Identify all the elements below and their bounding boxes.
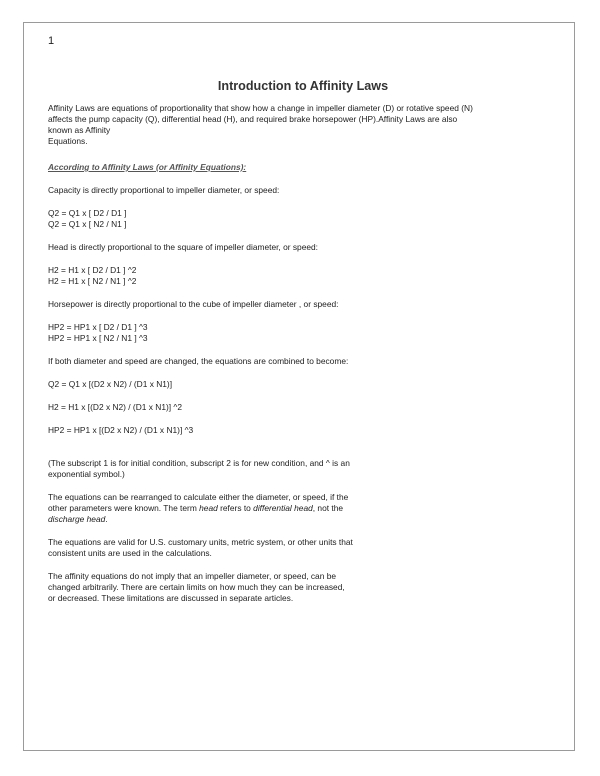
- capacity-equations: [48, 208, 558, 230]
- intro-line: known as Affinity: [48, 125, 111, 135]
- combined-equation-head: H2 = H1 x [(D2 x N2) / (D1 x N1)] ^2: [48, 402, 183, 412]
- units-line: The equations are valid for U.S. customary units, metric system, or other units that: [48, 537, 353, 547]
- intro-line: affects the pump capacity (Q), differential head (H), and required brake horsepower (HP).Affinity Laws are also: [48, 114, 458, 124]
- document-body: [48, 78, 558, 616]
- rearrange-text: .: [105, 514, 108, 524]
- horsepower-equation-speed: HP2 = HP1 x [ N2 / N1 ] ^3: [48, 333, 148, 343]
- intro-paragraph: [48, 103, 558, 147]
- horsepower-statement: Horsepower is directly proportional to the cube of impeller diameter , or speed:: [48, 299, 339, 309]
- rearrange-text: , not the: [312, 503, 344, 513]
- head-equations: [48, 265, 558, 287]
- note-line: exponential symbol.): [48, 469, 125, 479]
- units-paragraph: [48, 537, 558, 559]
- rearrange-line: The equations can be rearranged to calculate either the diameter, or speed, if the: [48, 492, 349, 502]
- horsepower-equation-diameter: HP2 = HP1 x [ D2 / D1 ] ^3: [48, 322, 148, 332]
- document-title: Introduction to Affinity Laws: [217, 79, 389, 93]
- combined-statement: If both diameter and speed are changed, the equations are combined to become:: [48, 356, 349, 366]
- rearrange-line: [48, 514, 558, 525]
- section-heading: According to Affinity Laws (or Affinity Equations):: [48, 162, 247, 172]
- limits-line: or decreased. These limitations are discussed in separate articles.: [48, 593, 294, 603]
- limits-paragraph: [48, 571, 558, 604]
- term-discharge-head: discharge head: [48, 514, 106, 524]
- rearrange-text: refers to: [217, 503, 254, 513]
- intro-line: Equations.: [48, 136, 88, 146]
- limits-line: changed arbitrarily. There are certain limits on how much they can be increased,: [48, 582, 345, 592]
- head-statement: Head is directly proportional to the square of impeller diameter, or speed:: [48, 242, 319, 252]
- units-line: consistent units are used in the calculations.: [48, 548, 212, 558]
- combined-equation-horsepower: HP2 = HP1 x [(D2 x N2) / (D1 x N1)] ^3: [48, 425, 194, 435]
- rearrange-paragraph: [48, 492, 558, 525]
- note-line: (The subscript 1 is for initial condition, subscript 2 is for new condition, and ^ is an: [48, 458, 350, 468]
- capacity-statement: Capacity is directly proportional to impeller diameter, or speed:: [48, 185, 280, 195]
- head-equation-speed: H2 = H1 x [ N2 / N1 ] ^2: [48, 276, 137, 286]
- combined-equation-capacity: Q2 = Q1 x [(D2 x N2) / (D1 x N1)]: [48, 379, 173, 389]
- term-head: head: [199, 503, 218, 513]
- limits-line: The affinity equations do not imply that an impeller diameter, or speed, can be: [48, 571, 337, 581]
- term-differential-head: differential head: [253, 503, 313, 513]
- head-equation-diameter: H2 = H1 x [ D2 / D1 ] ^2: [48, 265, 137, 275]
- rearrange-text: other parameters were known. The term: [48, 503, 200, 513]
- page-number: 1: [48, 35, 55, 47]
- intro-line: Affinity Laws are equations of proportionality that show how a change in impeller diameter (D) or rotative speed (N): [48, 103, 473, 113]
- subscript-note: [48, 458, 558, 480]
- rearrange-line: [48, 503, 558, 514]
- capacity-equation-diameter: Q2 = Q1 x [ D2 / D1 ]: [48, 208, 127, 218]
- horsepower-equations: [48, 322, 558, 344]
- capacity-equation-speed: Q2 = Q1 x [ N2 / N1 ]: [48, 219, 127, 229]
